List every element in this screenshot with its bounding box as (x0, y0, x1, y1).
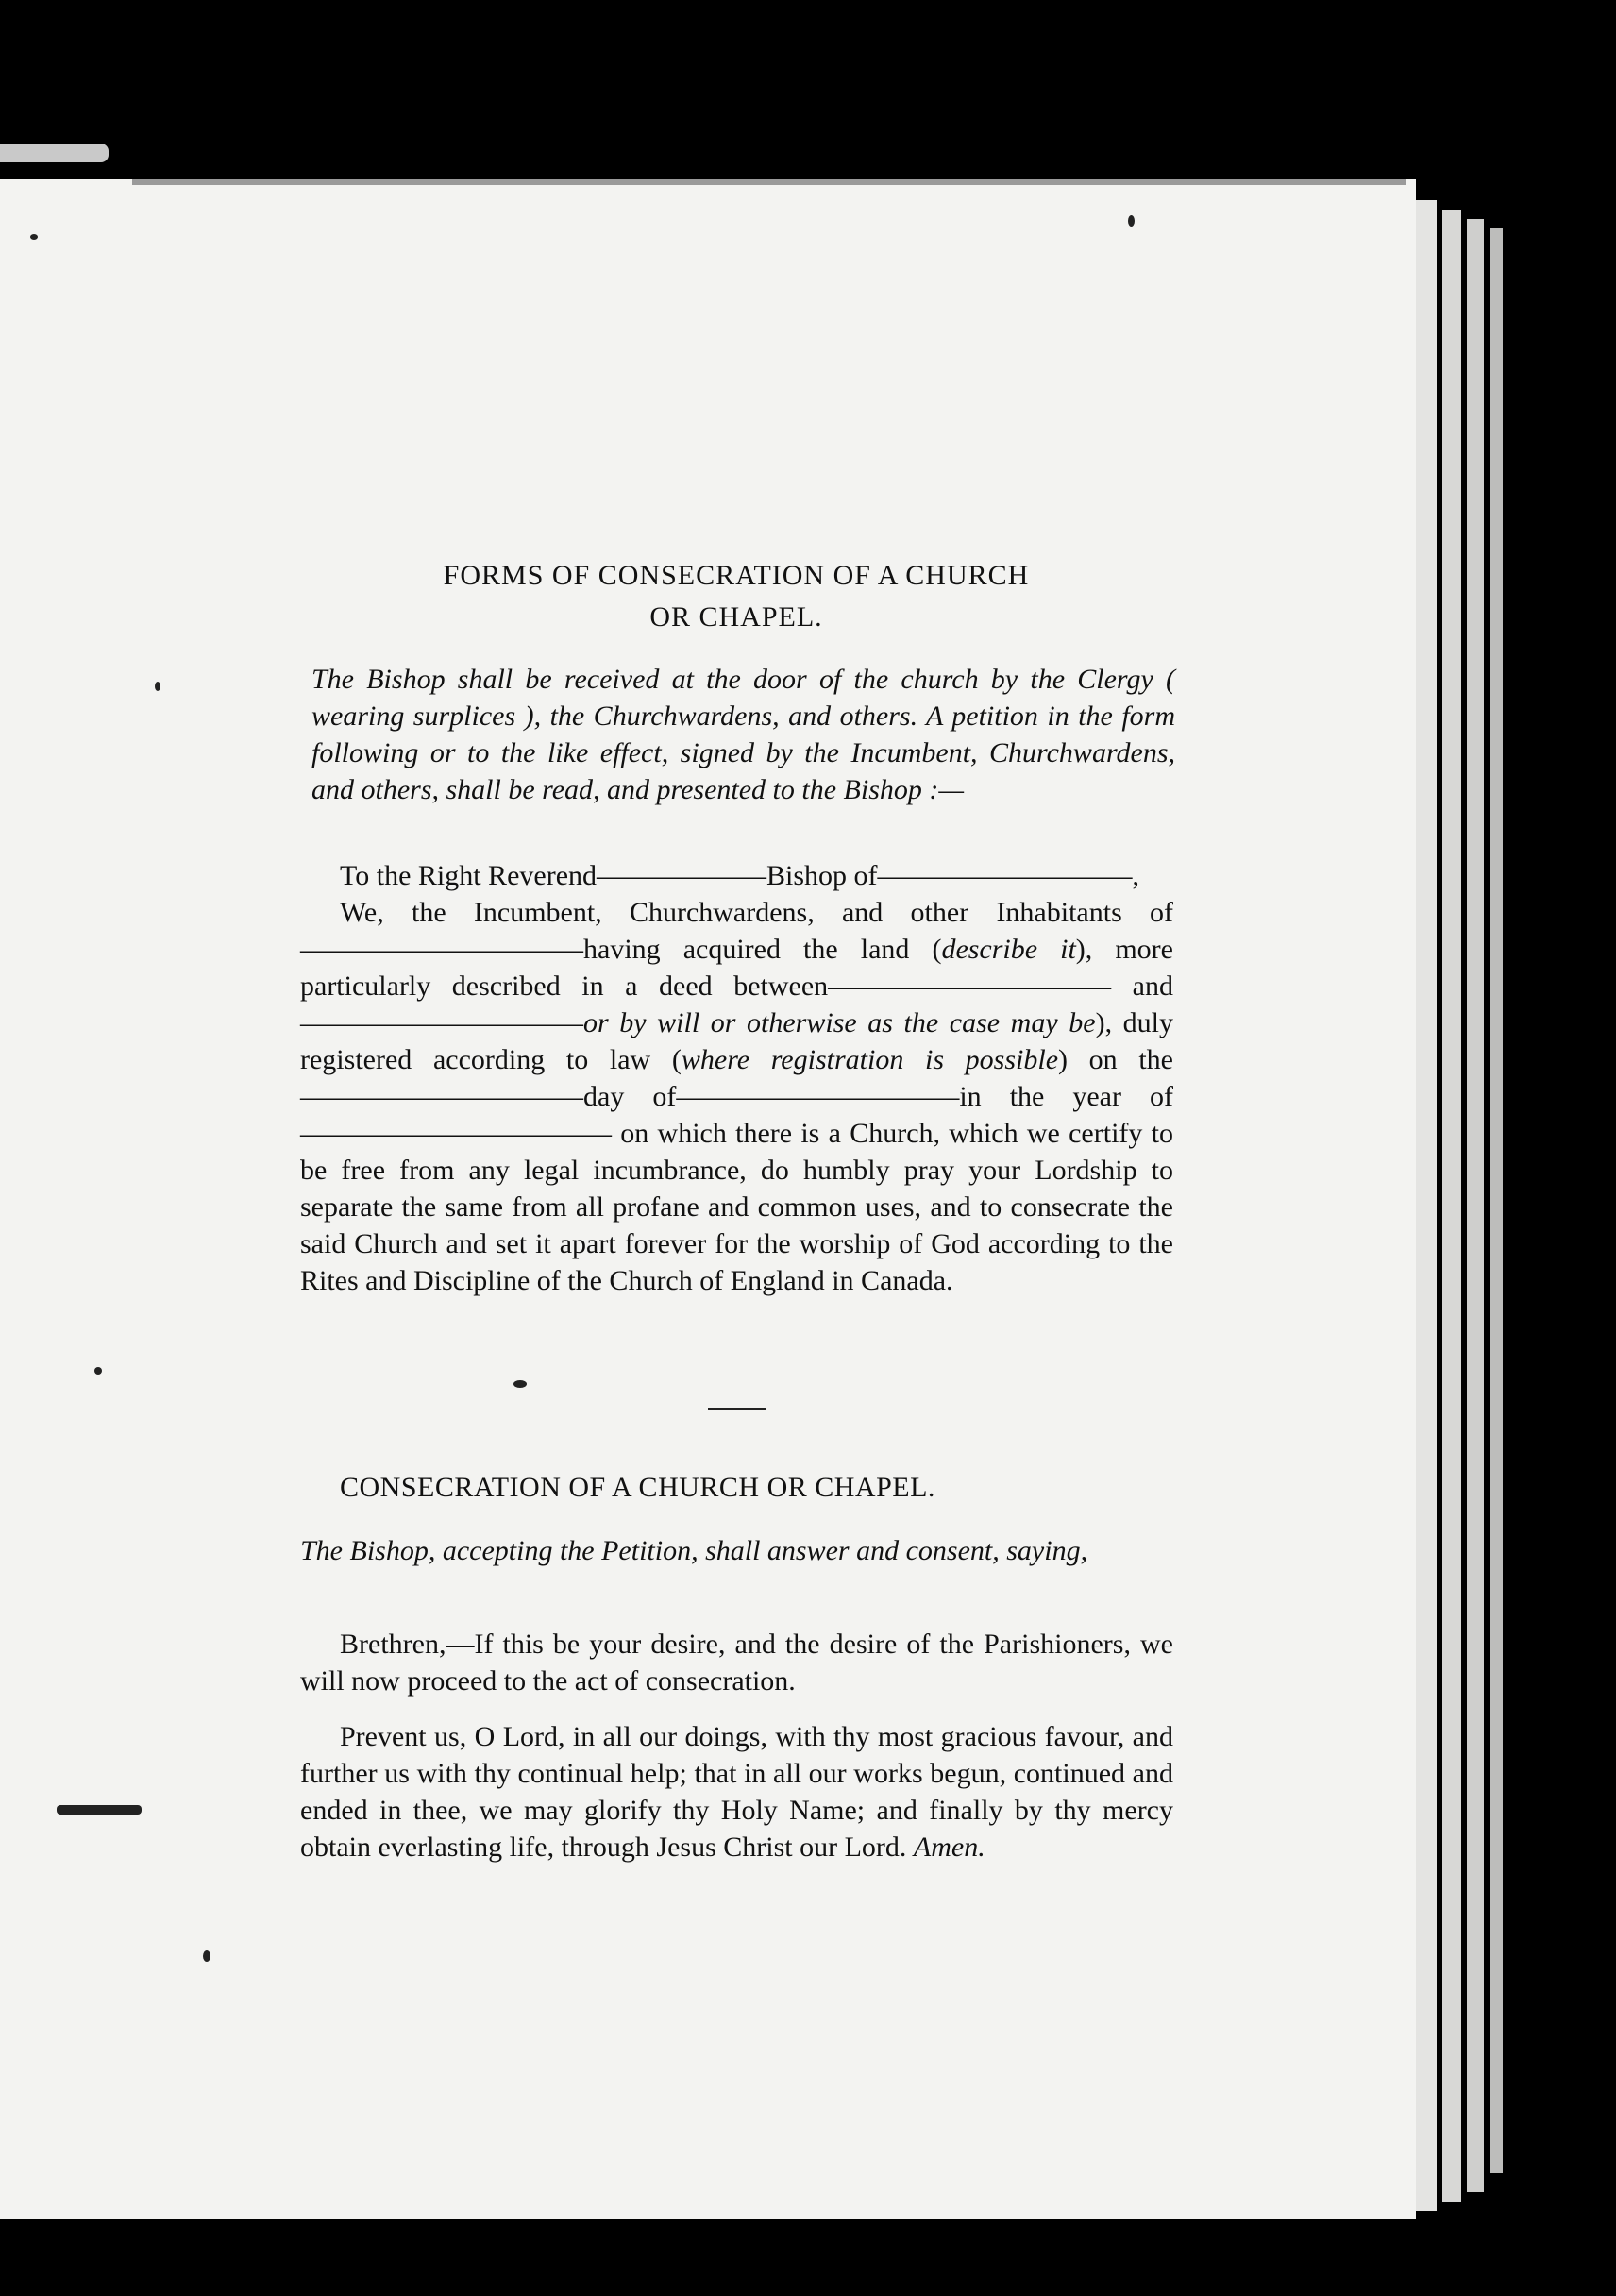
page-stack-edge (1467, 219, 1484, 2192)
brethren-paragraph: Brethren,—If this be your desire, and the desire of the Parishioners, we will now proceed to the act of consecration. (300, 1629, 1173, 1697)
consecration-text (300, 1626, 1173, 1866)
amen-text: Amen. (913, 1832, 985, 1863)
prayer-text: Prevent us, O Lord, in all our doings, with thy most gracious favour, and further us with thy continual help; that in all our works begun, continued and ended in thee, we may glorify thy Holy Name; and finally by thy mercy obtain everlasting life, through Jesus Christ our Lord. (300, 1721, 1173, 1863)
page-stack-edge (1416, 200, 1437, 2211)
scan-speck (30, 234, 38, 240)
page-top-edge (132, 179, 1406, 185)
page-stack-edge (1442, 210, 1461, 2202)
petition-text-4: ) on the ——————————day of——————————in the year of——————————— on which there is a Church, which we certify to be free from any legal incumbrance, do humbly pray your Lordship to separate the same from all profane and common uses, and to consecrate the said Church and set it apart forever for the worship of God according to the Rites and Discipline of the Church of England in Canada. (300, 1044, 1173, 1296)
registration-note: where registration is possible (681, 1044, 1059, 1075)
petition-text-1: We, the Incumbent, Churchwardens, and other Inhabitants of——————————having acquired the land ( (300, 897, 1173, 965)
opening-rubric: The Bishop shall be received at the door of the church by the Clergy ( wearing surplices ), the Churchwardens, and others. A petition in the form following or to the like effect, signed by the Incumbent, Churchwardens, and others, shall be read, and presented to the Bishop :— (311, 664, 1175, 805)
petition-text-3: ), duly registered according to law ( (300, 1007, 1173, 1075)
consent-rubric: The Bishop, accepting the Petition, shall answer and consent, saying, (300, 1535, 1088, 1566)
scan-speck (513, 1380, 527, 1388)
petition-text-2: ), more particularly described in a deed between—————————— and —————————— (300, 934, 1173, 1038)
scan-speck (57, 1805, 142, 1815)
page-stack-edge (1490, 228, 1503, 2173)
describe-note: describe it (941, 934, 1076, 965)
petition-form (300, 857, 1173, 1299)
prayer-paragraph (300, 1718, 1173, 1866)
scan-speck (94, 1367, 102, 1375)
section-divider (708, 1408, 766, 1410)
by-will-note: or by will or otherwise as the case may be (583, 1007, 1096, 1038)
scan-speck (1128, 215, 1135, 227)
petition-body (300, 894, 1173, 1299)
section-title: CONSECRATION OF A CHURCH OR CHAPEL. (340, 1472, 935, 1503)
document-title (264, 555, 1208, 638)
petition-address: To the Right Reverend——————Bishop of—————————, (340, 860, 1140, 891)
title-line-2: OR CHAPEL. (649, 601, 823, 633)
previous-page-edge (0, 144, 109, 162)
scan-speck (155, 682, 160, 691)
scan-speck (203, 1950, 210, 1962)
title-line-1: FORMS OF CONSECRATION OF A CHURCH (443, 560, 1030, 591)
